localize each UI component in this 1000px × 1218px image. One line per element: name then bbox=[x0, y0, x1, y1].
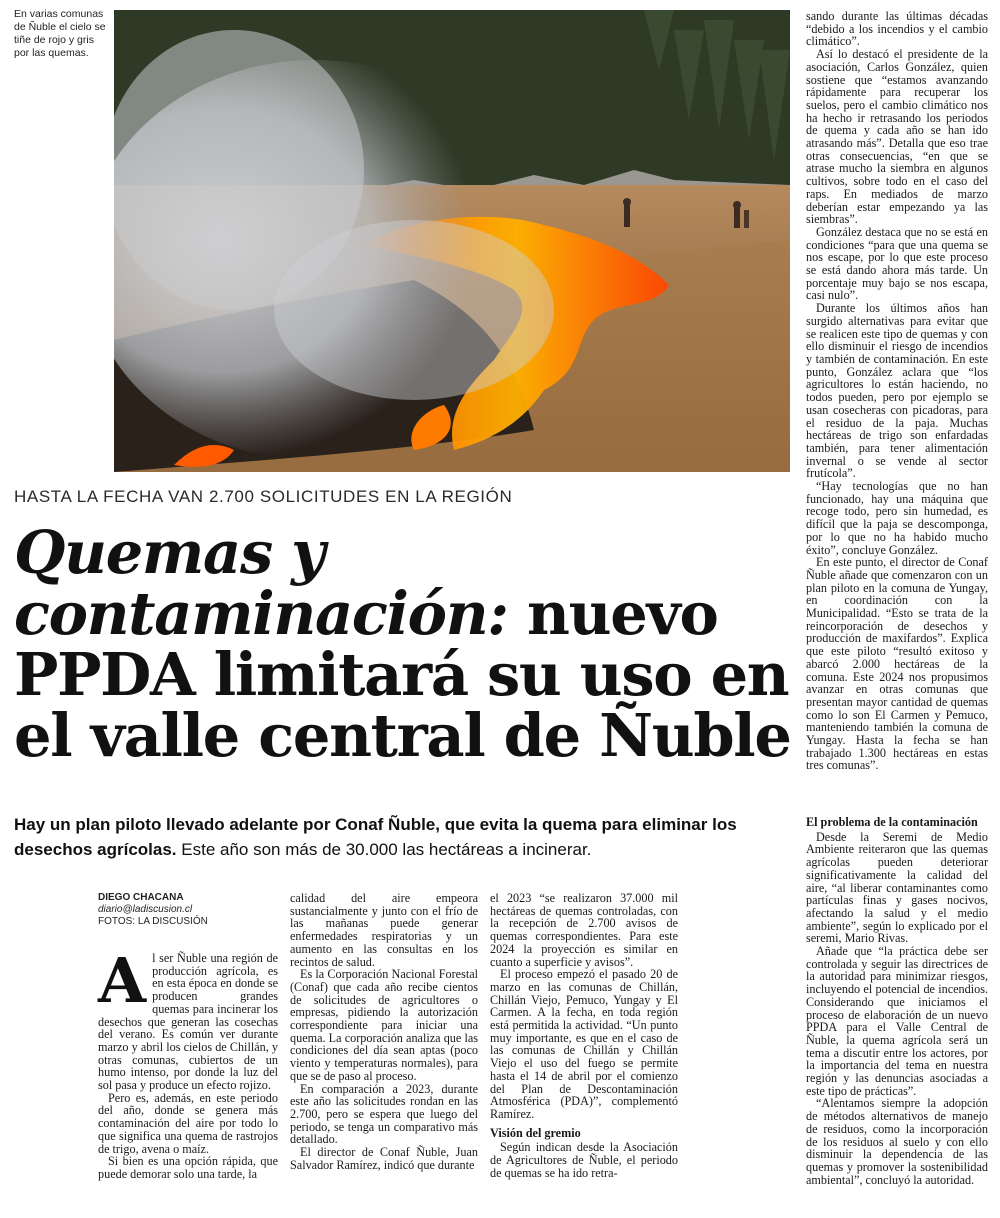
paragraph: sando durante las últimas décadas “debido a los incendios y el cambio climático”. bbox=[806, 9, 988, 49]
paragraph: González destaca que no se está en condiciones “para que una quema se nos escape, por lo que este proceso se está dando ahora más tarde. Un porcentaje muy bajo se nos escapa, casi nulo”. bbox=[806, 224, 988, 303]
paragraph: Añade que “la práctica debe ser controlada y seguir las directrices de la autoridad para minimizar riesgos, incluyendo el potencial de incendios. Considerando que iniciamos el proceso de elaboración de un nuevo PPDA para el Valle Central de Ñuble, la quema agrícola será un tema a discutir entre los actores, por la importancia del tema en nuestra región y las denuncias asociadas a este tipo de prácticas”. bbox=[806, 944, 988, 1098]
paragraph: Es la Corporación Nacional Forestal (Conaf) que cada año recibe cientos de solicitudes de agricultores o empresas, pidiendo la autorización correspondiente para iniciar una quema. La corporación analiza que las condiciones del día sean aptas (poco viento y temperaturas normales), para que se de paso al proceso. bbox=[290, 967, 478, 1083]
paragraph: Según indican desde la Asociación de Agricultores de Ñuble, el periodo de quemas se ha ido retra- bbox=[490, 1140, 678, 1180]
paragraph: el 2023 “se realizaron 37.000 mil hectáreas de quemas controladas, con la recepción de 2.700 avisos de quemas correspondientes. Para este 2024 la proyección es similar en cuanto a superficie y avisos”. bbox=[490, 891, 678, 969]
article-kicker: HASTA LA FECHA VAN 2.700 SOLICITUDES EN LA REGIÓN bbox=[14, 487, 513, 506]
subhead-vision-gremio: Visión del gremio bbox=[490, 1125, 581, 1140]
article-column-4 bbox=[806, 10, 988, 772]
article-column-1 bbox=[98, 944, 278, 1181]
byline-author: DIEGO CHACANA bbox=[98, 892, 184, 903]
paragraph: “Hay tecnologías que no han funcionado, hay una máquina que recoge todo, pero sin humedad, es difícil que la paja se descomponga, por lo que no ha habido mucho éxito”, concluye González. bbox=[806, 479, 988, 557]
headline-rest: nuevo PPDA limitará su uso en el valle central de Ñuble bbox=[14, 579, 791, 770]
paragraph: Al ser Ñuble una región de producción agrícola, es en esta época en donde se producen grandes quemas para incinerar los desechos que generan las cosechas del verano. Es común ver durante marzo y abril los cielos de Chillán, y otras comunas, cubiertos de un humo intenso, por donde la luz del sol pasa y produce un efecto rojizo. bbox=[98, 944, 278, 1093]
byline bbox=[98, 892, 208, 928]
drop-cap: A bbox=[98, 944, 147, 1017]
paragraph: Durante los últimos años han surgido alternativas para evitar que se realicen este tipo de quemas y con ello disminuir el riesgo de incendios y también de contaminación. En este punto, González aclara que “los agricultores lo están haciendo, no todos pueden, pero por ejemplo se usan cosecheras con picadoras, para el residuo de la paja. Muchas hectáreas de trigo son enfardadas también, para tener alimentación invernal o se vende al sector frutícola”. bbox=[806, 301, 988, 481]
article-column-2 bbox=[290, 892, 478, 1171]
paragraph: Así lo destacó el presidente de la asociación, Carlos González, quien sostiene que “estamos avanzando rápidamente para recuperar los suelos, pero el cambio climático nos ha hecho ir retrasando los periodos de quema y cada año se han ido atrasando más”. Detalla que eso trae otras consecuencias, “en que se atrase mucho la siembra en algunos cultivos, sobre todo en el caso del raps. En mediados de marzo deberían estar empezando ya las siembras”. bbox=[806, 47, 988, 227]
paragraph: Desde la Seremi de Medio Ambiente reiteraron que las quemas agrícolas pueden deteriorar significativamente la calidad del aire, “al liberar contaminantes como partículas finas y gases nocivos, afectando la salud y el medio ambiente”, según lo explicado por el seremi, Mario Rivas. bbox=[806, 829, 988, 946]
field-burning-photo bbox=[114, 10, 790, 472]
paragraph: En este punto, el director de Conaf Ñuble añade que comenzaron con un plan piloto en la comuna de Yungay, en coordinación con la Municipalidad. “Esto se trata de la reincorporación de desechos y producción de maxifardos”. Explica que este piloto “resultó exitoso y abarcó 2.000 hectáreas de la comuna. Este 2024 nos propusimos avanzar en otras comunas que presentan mayor cantidad de quemas como lo son El Carmen y Pemuco, manteniendo también la comuna de Yungay. Hasta la fecha se han trabajado 1.300 hectáreas en estas tres comunas”. bbox=[806, 555, 988, 773]
paragraph: En comparación a 2023, durante este año las solicitudes rondan en las 2.700, pero se espera que luego del periodo, se tenga un comparativo más detallado. bbox=[290, 1081, 478, 1147]
photo-caption: En varias comunas de Ñuble el cielo se tiñe de rojo y gris por las quemas. bbox=[14, 8, 106, 59]
paragraph: “Alentamos siempre la adopción de métodos alternativos de manejo de residuos, como la incorporación de los residuos al suelo y con ello disminuir la dependencia de las quemas y promover la sostenibilidad ambiental”, concluyó la autoridad. bbox=[806, 1096, 988, 1187]
article-column-4-lower bbox=[806, 816, 988, 1186]
deck-bold: Hay un plan piloto llevado adelante por Conaf Ñuble, que evita la quema para eliminar los desechos agrícolas. bbox=[14, 815, 737, 859]
paragraph: Pero es, además, en este periodo del año, donde se genera más contaminación del aire por todo lo que significa una quema de rastrojos de trigo, avena o maíz. bbox=[98, 1090, 278, 1156]
subhead-contaminacion: El problema de la contaminación bbox=[806, 815, 978, 829]
paragraph: Si bien es una opción rápida, que puede demorar solo una tarde, la bbox=[98, 1154, 278, 1181]
paragraph: El director de Conaf Ñuble, Juan Salvador Ramírez, indicó que durante bbox=[290, 1145, 478, 1172]
article-deck bbox=[14, 812, 784, 862]
paragraph: calidad del aire empeora sustancialmente y junto con el frío de las mañanas puede generar enfermedades respiratorias y un aumento en las consultas en los recintos de salud. bbox=[290, 891, 478, 969]
deck-rest: Este año son más de 30.000 las hectáreas a incinerar. bbox=[181, 840, 592, 859]
byline-email: diario@ladiscusion.cl bbox=[98, 904, 193, 915]
paragraph: El proceso empezó el pasado 20 de marzo en las comunas de Chillán, Chillán Viejo, Pemuco, Yungay y El Carmen. A la fecha, en toda región está permitida la actividad. “Un punto muy importante, es que en el caso de las comunas de Chillán y Chillán Viejo el uso del fuego se permite hasta el 14 de abril por el comienzo del Plan de Descontaminación Atmosférica (PDA)”, complementó Ramírez. bbox=[490, 967, 678, 1121]
article-headline bbox=[14, 518, 804, 770]
byline-photos: FOTOS: LA DISCUSIÓN bbox=[98, 916, 208, 927]
article-column-3 bbox=[490, 892, 678, 1179]
headline-italic: Quemas y contaminación: bbox=[14, 518, 508, 648]
